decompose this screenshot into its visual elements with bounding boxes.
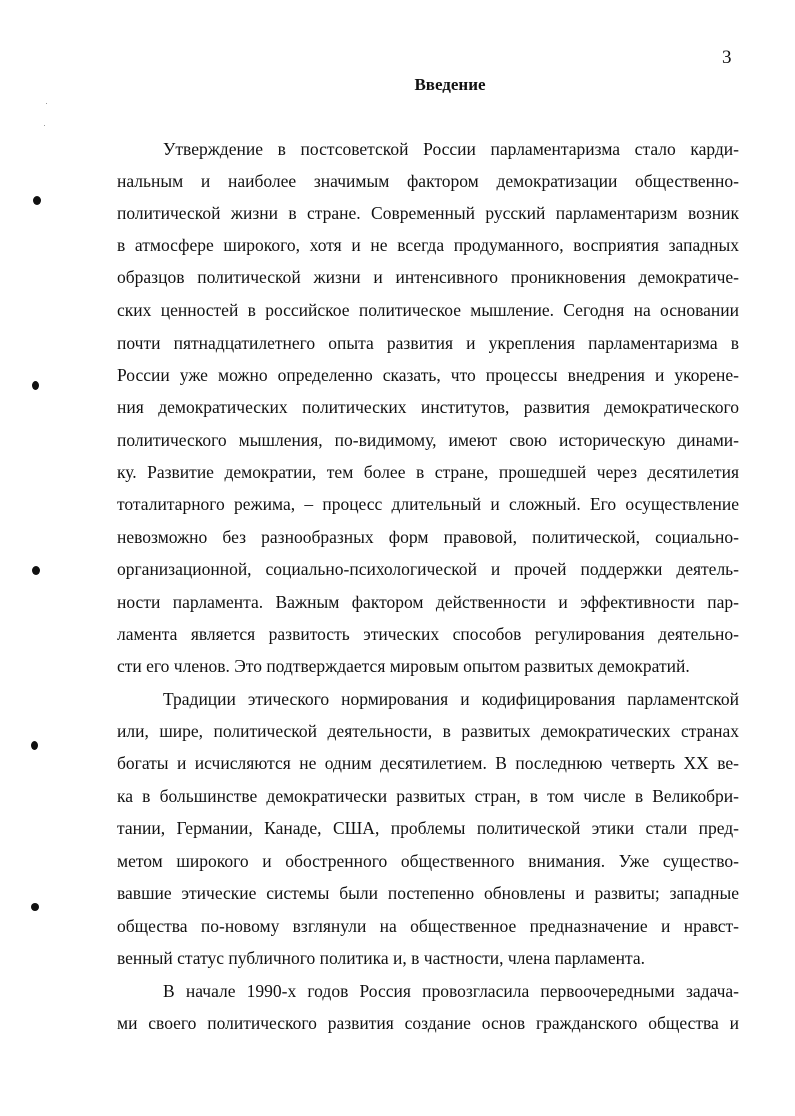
text-line: сти его членов. Это подтверждается мировым опытом развитых демократий. [117, 656, 690, 676]
text-line: венный статус публичного политика и, в частности, члена парламента. [117, 948, 646, 968]
text-line: ка в большинстве демократически развитых стран, в том числе в Великобри- [117, 786, 739, 806]
binder-hole-mark [33, 196, 41, 205]
text-line: образцов политической жизни и интенсивного проникновения демократиче- [117, 267, 739, 287]
scan-speck [46, 103, 47, 104]
page-number: 3 [722, 47, 732, 68]
text-line: невозможно без разнообразных форм правовой, политической, социально- [117, 527, 739, 547]
text-line: метом широкого и обостренного общественного внимания. Уже существо- [117, 851, 739, 871]
text-line: Традиции этического нормирования и кодифицирования парламентской [163, 689, 739, 709]
text-line: ламента является развитость этических способов регулирования деятельно- [117, 624, 739, 644]
binder-hole-mark [32, 381, 39, 390]
text-line: нальным и наиболее значимым фактором демократизации общественно- [117, 171, 739, 191]
text-line: В начале 1990-х годов Россия провозгласила первоочередными задача- [163, 981, 739, 1001]
scan-speck [44, 125, 45, 126]
text-line: политической жизни в стране. Современный русский парламентаризм возник [117, 203, 739, 223]
text-line: почти пятнадцатилетнего опыта развития и укрепления парламентаризма в [117, 333, 739, 353]
binder-hole-mark [32, 566, 40, 575]
text-line: Утверждение в постсоветской России парламентаризма стало карди- [163, 139, 739, 159]
text-line: ку. Развитие демократии, тем более в стране, прошедшей через десятилетия [117, 462, 739, 482]
page-title: Введение [414, 75, 486, 94]
binder-hole-mark [31, 903, 39, 911]
text-line: ских ценностей в российское политическое мышление. Сегодня на основании [117, 300, 739, 320]
text-line: общества по-новому взглянули на общественное предназначение и нравст- [117, 916, 739, 936]
text-line: ности парламента. Важным фактором действенности и эффективности пар- [117, 592, 739, 612]
text-line: богаты и исчисляются не одним десятилетием. В последнюю четверть XX ве- [117, 753, 739, 773]
text-line: политического мышления, по-видимому, имеют свою историческую динами- [117, 430, 739, 450]
text-line: в атмосфере широкого, хотя и не всегда продуманного, восприятия западных [117, 235, 739, 255]
text-line: вавшие этические системы были постепенно обновлены и развиты; западные [117, 883, 739, 903]
text-line: или, шире, политической деятельности, в развитых демократических странах [117, 721, 739, 741]
text-line: ния демократических политических институтов, развития демократического [117, 397, 739, 417]
text-line: организационной, социально-психологической и прочей поддержки деятель- [117, 559, 739, 579]
text-line: ми своего политического развития создание основ гражданского общества и [117, 1013, 739, 1033]
text-line: тоталитарного режима, – процесс длительный и сложный. Его осуществление [117, 494, 739, 514]
binder-hole-mark [31, 741, 38, 750]
text-line: тании, Германии, Канаде, США, проблемы политической этики стали пред- [117, 818, 739, 838]
text-line: России уже можно определенно сказать, что процессы внедрения и укорене- [117, 365, 739, 385]
